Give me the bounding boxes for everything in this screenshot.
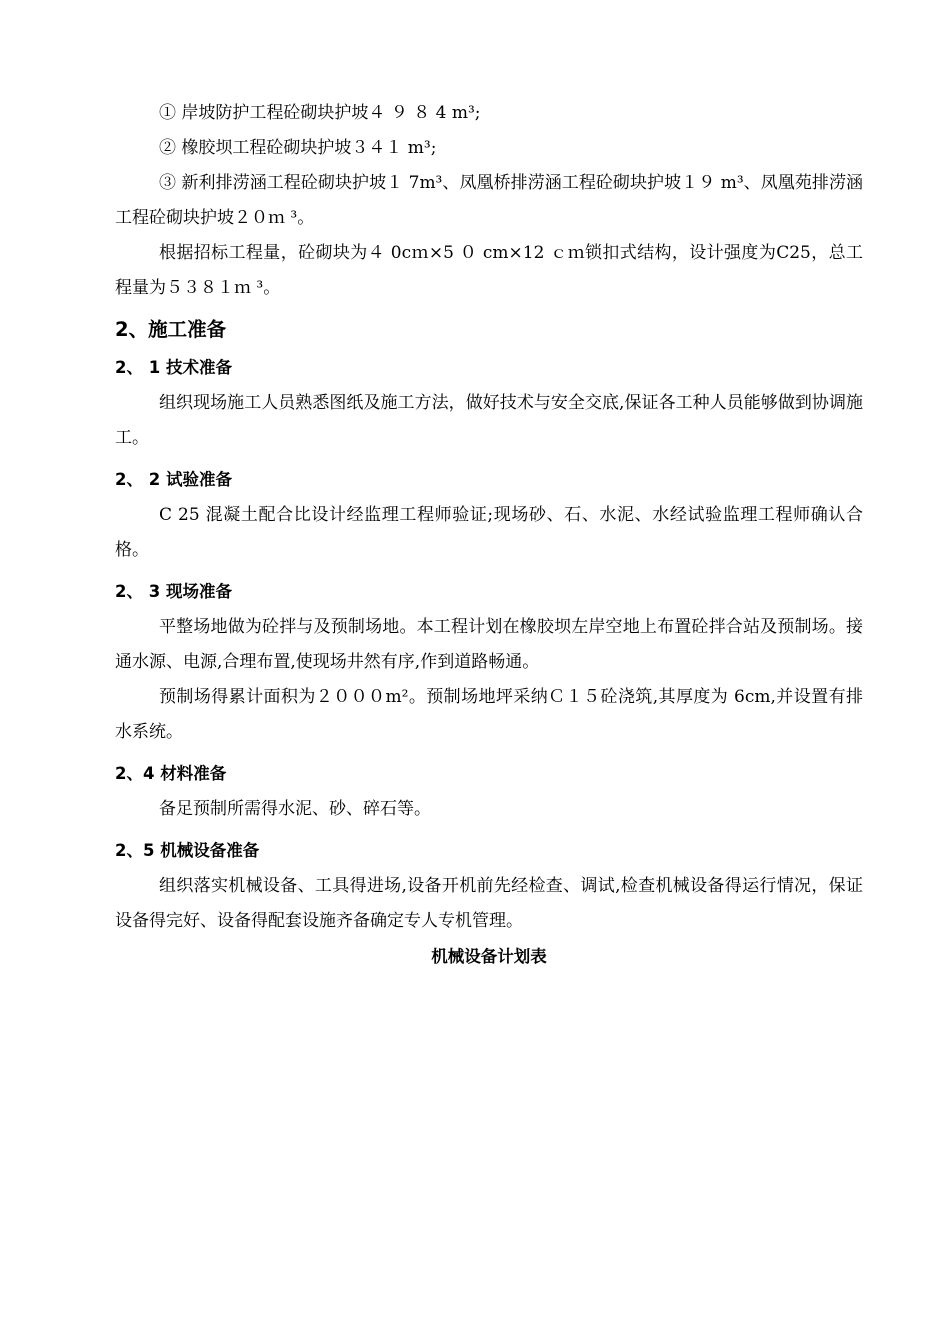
subheading-technical-prep: 2、 1 技术准备 bbox=[115, 358, 232, 377]
subheading-material-prep: 2、4 材料准备 bbox=[115, 764, 227, 783]
document-page bbox=[115, 96, 863, 971]
equipment-prep-text: 组织落实机械设备、工具得进场,设备开机前先经检查、调试,检查机械设备得运行情况，保证设备得完好、设备得配套设施齐备确定专人专机管理。 bbox=[115, 876, 863, 931]
subheading-site-prep: 2、 3 现场准备 bbox=[115, 582, 232, 601]
equipment-plan-table-caption: 机械设备计划表 bbox=[431, 947, 547, 966]
test-prep-text: C 25 混凝土配合比设计经监理工程师验证;现场砂、石、水泥、水经试验监理工程师确认合格。 bbox=[115, 505, 863, 560]
intro-item-2: ② 橡胶坝工程砼砌块护坡３４１ m³; bbox=[159, 138, 437, 158]
intro-summary: 根据招标工程量，砼砌块为４ 0cｍ×5 ０ cm×12 ｃｍ锁扣式结构，设计强度为C25，总工程量为５３８１ｍ ³。 bbox=[115, 243, 863, 298]
subheading-equipment-prep: 2、5 机械设备准备 bbox=[115, 841, 260, 860]
site-prep-text-1: 平整场地做为砼拌与及预制场地。本工程计划在橡胶坝左岸空地上布置砼拌合站及预制场。接通水源、电源,合理布置,使现场井然有序,作到道路畅通。 bbox=[115, 617, 863, 672]
subheading-test-prep: 2、 2 试验准备 bbox=[115, 470, 232, 489]
technical-prep-text: 组织现场施工人员熟悉图纸及施工方法，做好技术与安全交底,保证各工种人员能够做到协调施工。 bbox=[115, 393, 863, 448]
intro-item-1: ① 岸坡防护工程砼砌块护坡４ ９ ８ 4 m³; bbox=[159, 103, 481, 123]
section-heading-construction-prep: 2、施工准备 bbox=[115, 318, 227, 341]
material-prep-text: 备足预制所需得水泥、砂、碎石等。 bbox=[159, 799, 431, 819]
intro-item-3: ③ 新利排涝涵工程砼砌块护坡１ 7m³、凤凰桥排涝涵工程砼砌块护坡１９ m³、凤凰苑排涝涵工程砼砌块护坡２０ｍ ³。 bbox=[115, 173, 863, 228]
site-prep-text-2: 预制场得累计面积为２０００m²。预制场地坪采纳Ｃ１５砼浇筑,其厚度为 6cm,并设置有排水系统。 bbox=[115, 687, 863, 742]
